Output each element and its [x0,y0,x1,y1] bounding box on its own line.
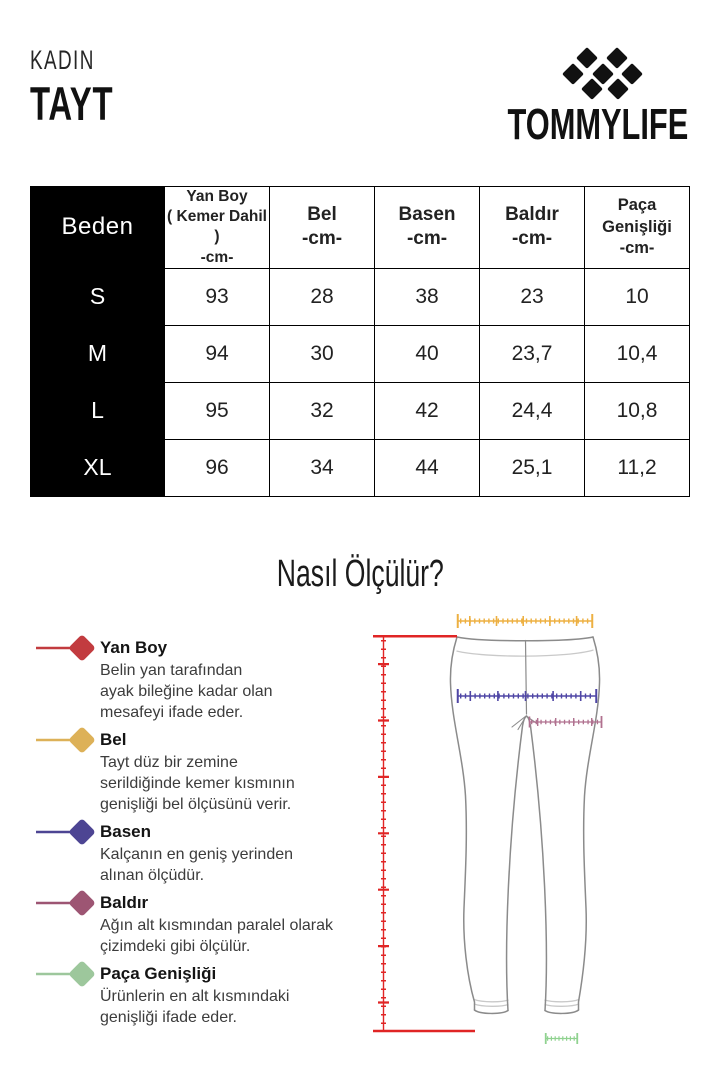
legend-name: Bel [100,730,127,750]
table-row [31,325,690,382]
legend-name: Paça Genişliği [100,964,217,984]
legend-description: Kalçanın en geniş yerinden alınan ölçüdür. [100,846,294,885]
legend-item-yan-boy [30,636,365,723]
table-row [31,382,690,439]
value-cell: 25,1 [480,439,585,496]
leggings-drawing-icon [365,610,715,1045]
value-cell: 96 [165,439,270,496]
column-header-basen: Basen -cm- [375,187,480,269]
table-header-row [31,187,690,269]
paca-genisligi-diamond-icon [30,957,100,991]
legend-description: Ağın alt kısmından paralel olarak çizimdeki gibi ölçülür. [100,917,334,956]
bel-ruler [457,614,593,628]
title-block [30,44,149,129]
legend-item-basen [30,820,365,886]
basen-ruler [457,689,597,703]
yan-boy-diamond-icon [30,631,100,665]
column-header-baldir: Baldır -cm- [480,187,585,269]
value-cell: 23,7 [480,325,585,382]
table-row [31,268,690,325]
value-cell: 95 [165,382,270,439]
legend-item-baldir [30,891,365,957]
size-cell: L [31,382,165,439]
table-row [31,439,690,496]
bel-diamond-icon [30,723,100,757]
brand-block [430,44,688,148]
value-cell: 30 [270,325,375,382]
column-header-bel: Bel -cm- [270,187,375,269]
size-table [30,186,690,497]
value-cell: 10,8 [585,382,690,439]
value-cell: 23 [480,268,585,325]
value-cell: 44 [375,439,480,496]
size-cell: XL [31,439,165,496]
legend-description: Tayt düz bir zemine serildiğinde kemer kısmının genişliği bel ölçüsünü verir. [100,754,295,814]
value-cell: 28 [270,268,375,325]
value-cell: 94 [165,325,270,382]
value-cell: 10 [585,268,690,325]
column-header-paca-genisligi: Paça Genişliği -cm- [585,187,690,269]
value-cell: 40 [375,325,480,382]
legend-description: Ürünlerin en alt kısmındaki genişliği ifade eder. [100,988,290,1027]
category-title: KADIN [30,45,95,75]
yan-boy-ruler [373,636,475,1031]
product-title: TAYT [30,76,114,130]
leggings-detail-lines [457,650,594,1006]
value-cell: 38 [375,268,480,325]
baldir-diamond-icon [30,886,100,920]
page-header [0,0,720,148]
value-cell: 34 [270,439,375,496]
value-cell: 32 [270,382,375,439]
value-cell: 24,4 [480,382,585,439]
legend-name: Basen [100,822,152,842]
value-cell: 42 [375,382,480,439]
legend-description: Belin yan tarafından ayak bileğine kadar olan mesafeyi ifade eder. [100,662,273,722]
value-cell: 10,4 [585,325,690,382]
value-cell: 11,2 [585,439,690,496]
leggings-diagram [365,610,715,1050]
baldir-ruler [529,716,602,728]
measure-legend [30,610,365,1050]
value-cell: 93 [165,268,270,325]
corner-cell: Beden [31,187,165,269]
column-header-yan-boy: Yan Boy ( Kemer Dahil ) -cm- [165,187,270,269]
size-cell: M [31,325,165,382]
basen-diamond-icon [30,815,100,849]
how-to-measure-title: Nasıl Ölçülür? [276,552,444,595]
legend-name: Yan Boy [100,638,168,658]
paca-genisligi-ruler [546,1033,578,1044]
brand-name: TOMMYLIFE [507,100,688,149]
measure-section [0,610,720,1050]
legend-name: Baldır [100,893,149,913]
size-cell: S [31,268,165,325]
brand-diamonds-logo-icon [562,44,646,102]
legend-item-paca-genisligi [30,962,365,1028]
legend-item-bel [30,728,365,815]
